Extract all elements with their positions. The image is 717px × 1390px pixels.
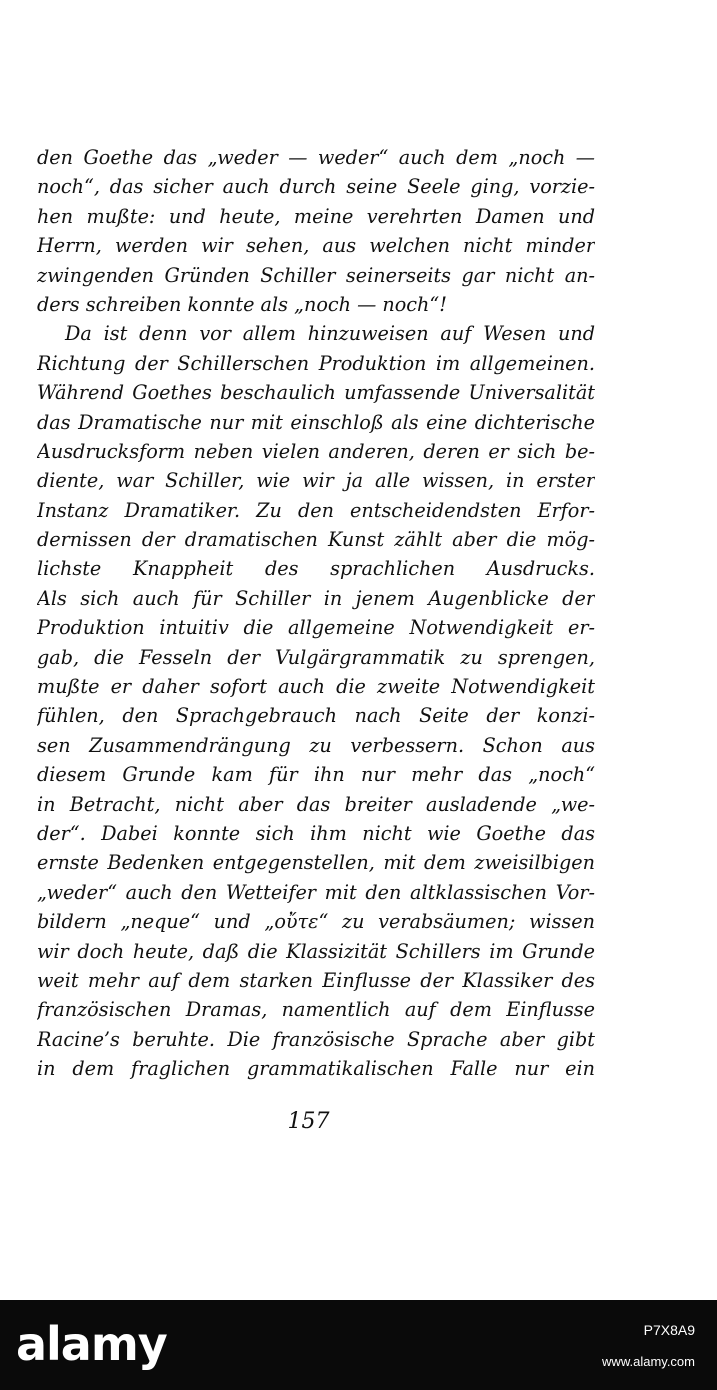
text-line: Instanz Dramatiker. Zu den entscheidendsten Erfor- [37,498,595,522]
text-line: diesem Grunde kam für ihn nur mehr das „noch“ [37,763,595,787]
text-line: wir doch heute, daß die Klassizität Schillers im Grunde [37,939,595,963]
text-line: dernissen der dramatischen Kunst zählt aber die mög- [37,528,595,552]
text-line: hen mußte: und heute, meine verehrten Damen und [37,204,595,228]
text-line: den Goethe das „weder — weder“ auch dem „noch — [37,146,595,169]
text-line: noch“, das sicher auch durch seine Seele ging, vorzie- [37,175,595,199]
text-line: Produktion intuitiv die allgemeine Notwendigkeit er- [37,616,595,640]
text-line: bildern „neque“ und „οὔτε“ zu verabsäumen; wissen [37,910,595,934]
site-url: www.alamy.com [602,1354,695,1369]
text-line: in Betracht, nicht aber das breiter ausladende „we- [37,792,595,816]
text-line: Ausdrucksform neben vielen anderen, deren er sich be- [37,439,595,463]
text-line: das Dramatische nur mit einschloß als eine dichterische [37,410,595,434]
text-line: Während Goethes beschaulich umfassende Universalität [37,381,595,405]
text-line: Richtung der Schillerschen Produktion im allgemeinen. [37,351,595,375]
text-line: „weder“ auch den Wetteifer mit den altklassischen Vor- [37,880,595,904]
text-line: Da ist denn vor allem hinzuweisen auf Wesen und [65,322,595,346]
page-number: 157 [287,1109,330,1134]
body-text [37,143,595,1084]
text-line: lichste Knappheit des sprachlichen Ausdrucks. [37,557,595,581]
text-line: mußte er daher sofort auch die zweite Notwendigkeit [37,675,595,699]
text-line: weit mehr auf dem starken Einflusse der Klassiker des [37,968,595,992]
image-id: P7X8A9 [643,1322,695,1338]
text-line: zwingenden Gründen Schiller seinerseits gar nicht an- [37,263,595,287]
text-line: ernste Bedenken entgegenstellen, mit dem zweisilbigen [37,851,595,875]
text-line: der“. Dabei konnte sich ihm nicht wie Goethe das [37,821,595,845]
text-line: sen Zusammendrängung zu verbessern. Schon aus [37,733,595,757]
text-line: diente, war Schiller, wie wir ja alle wissen, in erster [37,469,595,493]
text-line: Herrn, werden wir sehen, aus welchen nicht minder [37,234,595,258]
text-line: Als sich auch für Schiller in jenem Augenblicke der [37,586,595,610]
text-line: französischen Dramas, namentlich auf dem Einflusse [37,998,595,1022]
text-line: in dem fraglichen grammatikalischen Falle nur ein [37,1057,595,1081]
text-line: gab, die Fesseln der Vulgärgrammatik zu sprengen, [37,645,595,669]
text-line: ders schreiben konnte als „noch — noch“! [37,292,447,316]
alamy-logo: alamy [16,1317,167,1371]
text-line: Racine’s beruhte. Die französische Sprache aber gibt [37,1027,595,1051]
text-line: fühlen, den Sprachgebrauch nach Seite der konzi- [37,704,595,728]
watermark-footer [0,1300,717,1390]
